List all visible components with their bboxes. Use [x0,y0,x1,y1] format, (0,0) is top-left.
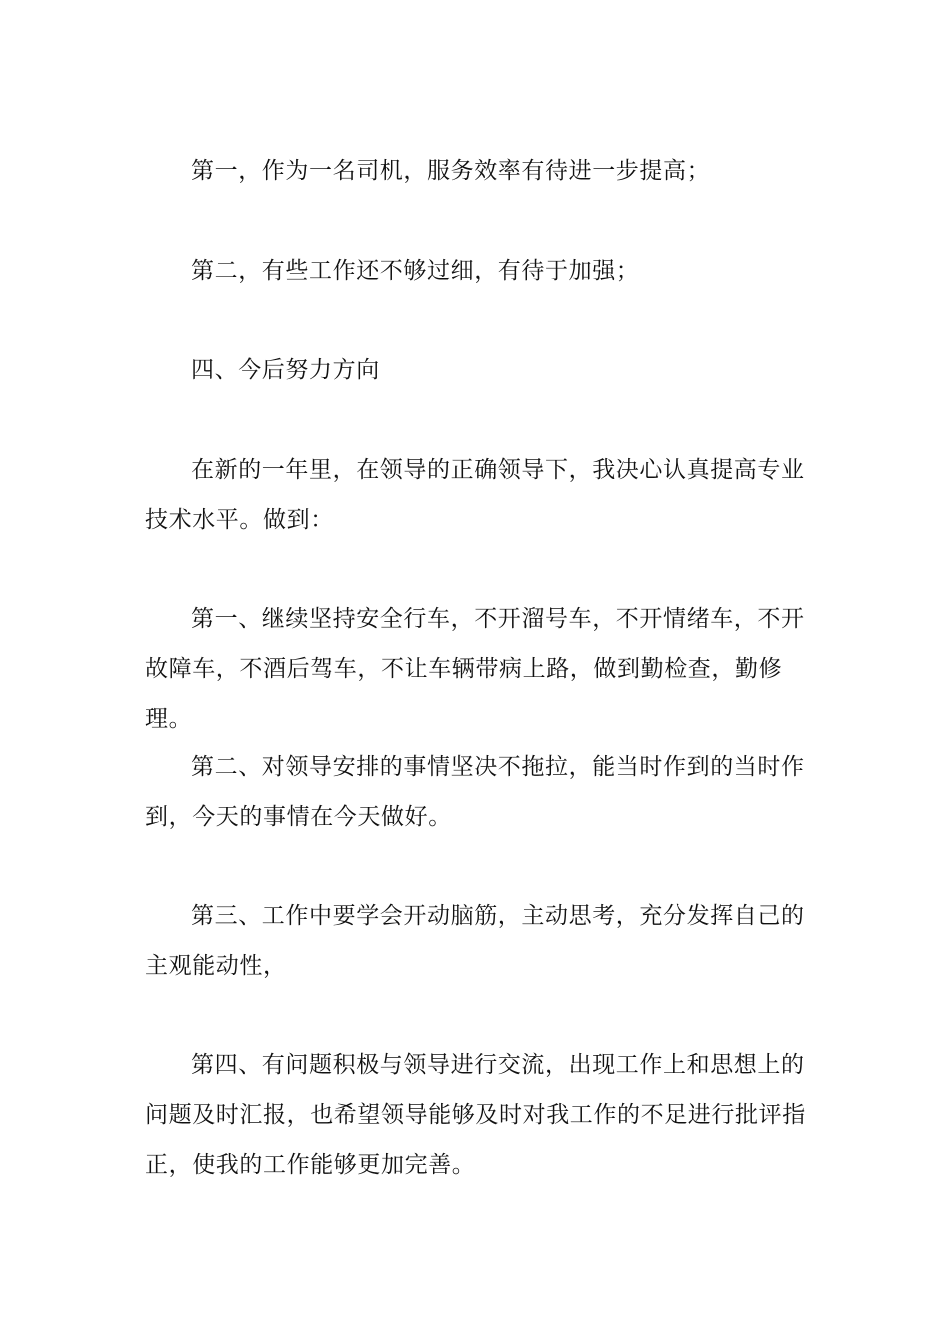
paragraph-new-year-resolution: 在新的一年里，在领导的正确领导下，我决心认真提高专业技术水平。做到： [145,457,805,533]
paragraph-safe-driving: 第一、继续坚持安全行车，不开溜号车，不开情绪车，不开故障车，不酒后驾车，不让车辆带病上路，做到勤检查，勤修理。 [145,606,805,732]
paragraph-work-detail: 第二，有些工作还不够过细，有待于加强； [191,258,640,284]
section-heading-future-direction: 四、今后努力方向 [191,357,380,383]
paragraph-initiative: 第三、工作中要学会开动脑筋，主动思考，充分发挥自己的主观能动性， [145,903,805,979]
paragraph-no-delay: 第二、对领导安排的事情坚决不拖拉，能当时作到的当时作到，今天的事情在今天做好。 [145,754,805,830]
paragraph-improve-service-efficiency: 第一，作为一名司机，服务效率有待进一步提高； [191,158,711,184]
paragraph-communication: 第四、有问题积极与领导进行交流，出现工作上和思想上的问题及时汇报，也希望领导能够及时对我工作的不足进行批评指正，使我的工作能够更加完善。 [145,1052,806,1178]
